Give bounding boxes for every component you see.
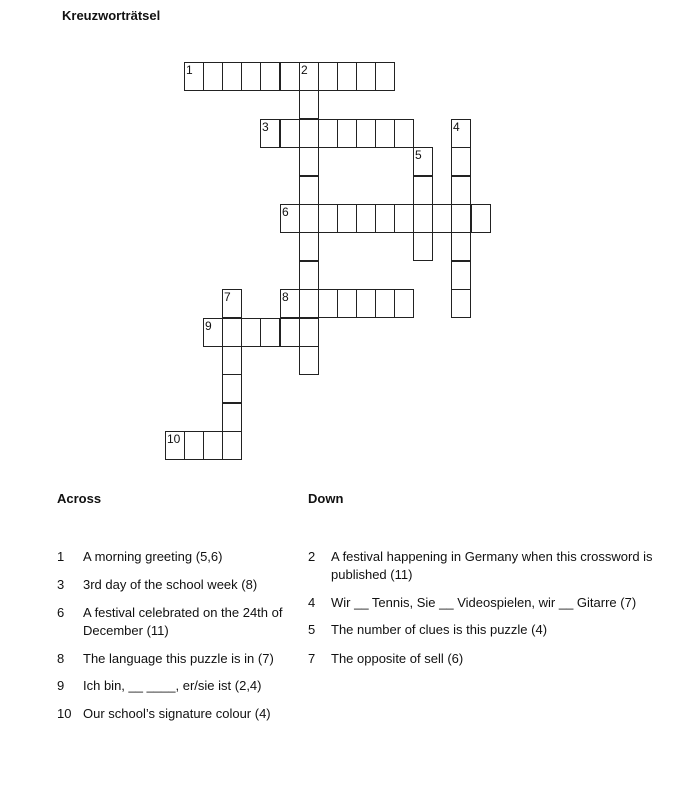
grid-cell[interactable]	[280, 289, 300, 318]
grid-cell[interactable]	[222, 289, 242, 318]
grid-cell[interactable]	[299, 289, 319, 318]
grid-cell[interactable]	[451, 261, 471, 290]
clue-text: The number of clues is this puzzle (4)	[331, 622, 548, 637]
clue-text: A festival happening in Germany when this crossword is published (11)	[331, 549, 653, 582]
grid-cell-number: 5	[415, 148, 422, 162]
grid-cell-number: 10	[167, 432, 181, 446]
grid-cell[interactable]	[299, 90, 319, 119]
grid-cell[interactable]	[451, 176, 471, 205]
clue-number: 10	[57, 706, 72, 721]
grid-cell[interactable]	[222, 62, 242, 91]
grid-cell[interactable]	[299, 176, 319, 205]
grid-cell[interactable]	[471, 204, 491, 233]
grid-cell-number: 7	[224, 290, 231, 304]
grid-cell-number: 3	[262, 120, 269, 134]
grid-cell[interactable]	[299, 119, 319, 148]
grid-cell[interactable]	[394, 289, 414, 318]
grid-cell[interactable]	[241, 318, 261, 347]
grid-cell[interactable]	[299, 318, 319, 347]
grid-cell[interactable]	[375, 119, 395, 148]
grid-cell[interactable]	[318, 204, 338, 233]
grid-cell[interactable]	[280, 119, 300, 148]
grid-cell[interactable]	[318, 62, 338, 91]
grid-cell[interactable]	[375, 289, 395, 318]
grid-cell-number: 8	[282, 290, 289, 304]
grid-cell[interactable]	[184, 62, 204, 91]
grid-cell[interactable]	[337, 204, 357, 233]
grid-cell[interactable]	[413, 147, 433, 176]
grid-cell[interactable]	[222, 346, 242, 375]
clue-text: 3rd day of the school week (8)	[83, 577, 258, 592]
clue-number: 8	[57, 651, 65, 666]
clue-text: A festival celebrated on the 24th of December (11)	[83, 605, 283, 638]
clue-number: 5	[308, 622, 316, 637]
clue-number: 1	[57, 549, 65, 564]
clue-text: Our school’s signature colour (4)	[83, 706, 271, 721]
grid-cell[interactable]	[299, 62, 319, 91]
grid-cell-number: 4	[453, 120, 460, 134]
grid-cell[interactable]	[280, 204, 300, 233]
grid-cell[interactable]	[318, 119, 338, 148]
grid-cell[interactable]	[184, 431, 204, 460]
grid-cell[interactable]	[413, 232, 433, 261]
grid-cell[interactable]	[299, 346, 319, 375]
grid-cell[interactable]	[299, 232, 319, 261]
grid-cell-number: 1	[186, 63, 193, 77]
grid-cell[interactable]	[280, 318, 300, 347]
clue-number: 3	[57, 577, 65, 592]
grid-cell[interactable]	[260, 62, 280, 91]
grid-cell[interactable]	[299, 204, 319, 233]
grid-cell[interactable]	[222, 374, 242, 403]
grid-cell[interactable]	[337, 62, 357, 91]
grid-cell[interactable]	[413, 204, 433, 233]
clue-number: 2	[308, 549, 316, 564]
grid-cell[interactable]	[299, 147, 319, 176]
clue-number: 6	[57, 605, 65, 620]
grid-cell-number: 2	[301, 63, 308, 77]
grid-cell[interactable]	[337, 289, 357, 318]
grid-cell[interactable]	[356, 204, 376, 233]
grid-cell[interactable]	[356, 119, 376, 148]
grid-cell[interactable]	[432, 204, 452, 233]
grid-cell-number: 9	[205, 319, 212, 333]
grid-cell[interactable]	[356, 62, 376, 91]
grid-cell[interactable]	[260, 318, 280, 347]
grid-cell[interactable]	[203, 431, 223, 460]
clue-number: 9	[57, 678, 65, 693]
clue-text: Wir __ Tennis, Sie __ Videospielen, wir __ Gitarre (7)	[331, 595, 637, 610]
grid-cell[interactable]	[337, 119, 357, 148]
grid-cell[interactable]	[375, 62, 395, 91]
grid-cell[interactable]	[280, 62, 300, 91]
clue-text: A morning greeting (5,6)	[83, 549, 223, 564]
grid-cell[interactable]	[260, 119, 280, 148]
grid-cell[interactable]	[451, 232, 471, 261]
clue-number: 7	[308, 651, 316, 666]
grid-cell[interactable]	[299, 261, 319, 290]
grid-cell-number: 6	[282, 205, 289, 219]
grid-cell[interactable]	[222, 431, 242, 460]
down-heading: Down	[308, 491, 344, 506]
grid-cell[interactable]	[451, 289, 471, 318]
grid-cell[interactable]	[165, 431, 185, 460]
grid-cell[interactable]	[451, 147, 471, 176]
grid-cell[interactable]	[451, 204, 471, 233]
clue-text: The opposite of sell (6)	[331, 651, 464, 666]
grid-cell[interactable]	[222, 318, 242, 347]
grid-cell[interactable]	[222, 403, 242, 432]
grid-cell[interactable]	[241, 62, 261, 91]
clue-text: Ich bin, __ ____, er/sie ist (2,4)	[83, 678, 262, 693]
grid-cell[interactable]	[203, 318, 223, 347]
clue-text: The language this puzzle is in (7)	[83, 651, 274, 666]
clue-number: 4	[308, 595, 316, 610]
grid-cell[interactable]	[356, 289, 376, 318]
grid-cell[interactable]	[203, 62, 223, 91]
grid-cell[interactable]	[394, 204, 414, 233]
grid-cell[interactable]	[413, 176, 433, 205]
grid-cell[interactable]	[451, 119, 471, 148]
across-heading: Across	[57, 491, 102, 506]
grid-cell[interactable]	[394, 119, 414, 148]
puzzle-title: Kreuzworträtsel	[62, 8, 161, 23]
grid-cell[interactable]	[375, 204, 395, 233]
grid-cell[interactable]	[318, 289, 338, 318]
